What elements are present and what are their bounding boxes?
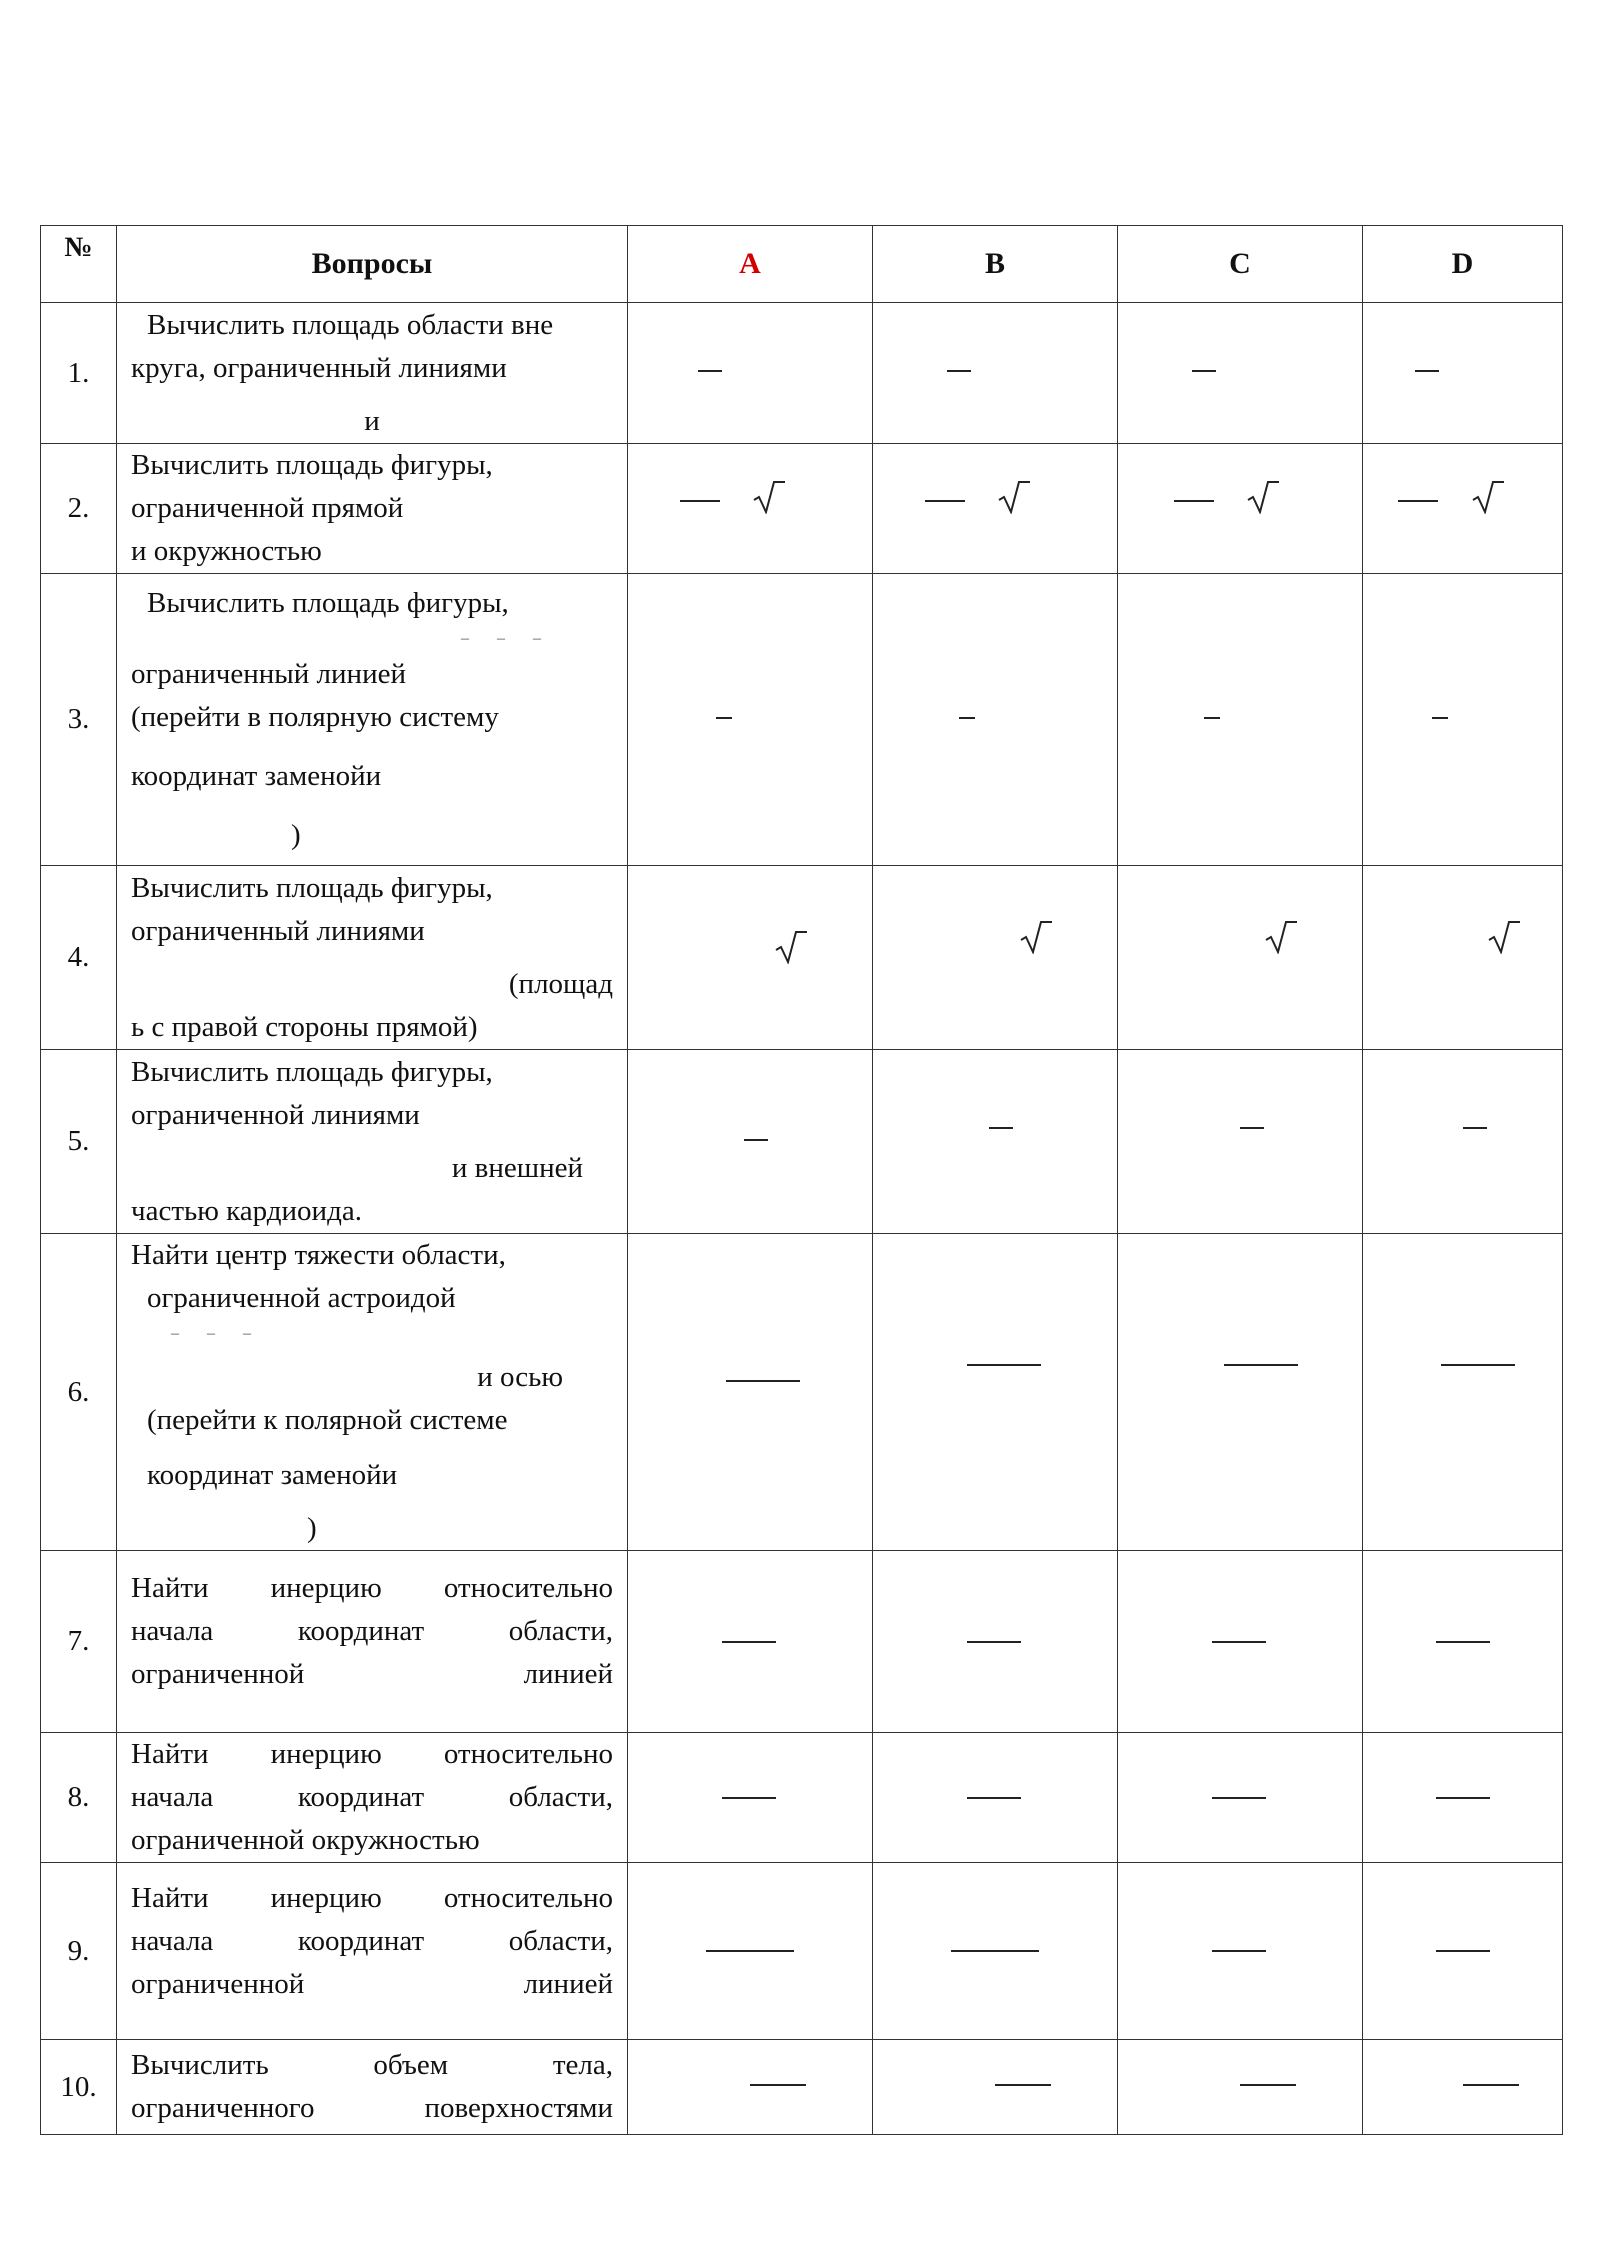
fraction-bar — [1192, 370, 1216, 372]
row-number: 6. — [41, 1234, 117, 1551]
row-number: 5. — [41, 1050, 117, 1234]
table-row — [41, 2040, 1563, 2135]
answer-b — [873, 1234, 1118, 1551]
row-number: 1. — [41, 303, 117, 444]
answer-b — [873, 1733, 1118, 1863]
fraction-bar — [967, 1364, 1041, 1366]
header-number: № — [41, 226, 117, 303]
answer-c — [1118, 1050, 1363, 1234]
header-row — [41, 226, 1563, 303]
answer-a — [628, 444, 873, 574]
fraction-bar — [1436, 1641, 1490, 1643]
table-row — [41, 1733, 1563, 1863]
answer-a — [628, 574, 873, 866]
header-option-a: A — [628, 226, 873, 303]
fraction-bar — [1436, 1950, 1490, 1952]
header-option-d: D — [1363, 226, 1563, 303]
row-number: 3. — [41, 574, 117, 866]
fraction-bar — [1463, 1127, 1487, 1129]
question-cell: Вычислить площадь фигуры, ограниченный линиями (площад ь с правой стороны прямой) — [117, 866, 628, 1050]
sqrt-icon — [997, 480, 1031, 514]
answer-b — [873, 303, 1118, 444]
sqrt-icon — [752, 480, 786, 514]
answer-b — [873, 1551, 1118, 1733]
answer-a — [628, 1234, 873, 1551]
question-cell: Вычислить площадь фигуры, – – – ограниченный линией (перейти в полярную систему координат заменойи ) — [117, 574, 628, 866]
question-cell: Найти инерцию относительно начала координат области, ограниченной линией — [117, 1551, 628, 1733]
question-cell: Найти инерцию относительно начала координат области, ограниченной линией — [117, 1863, 628, 2040]
answer-c — [1118, 303, 1363, 444]
table-row — [41, 1050, 1563, 1234]
answer-a — [628, 1050, 873, 1234]
table-row — [41, 866, 1563, 1050]
fraction-bar — [716, 717, 732, 719]
fraction-bar — [989, 1127, 1013, 1129]
fraction-bar — [1398, 500, 1438, 502]
answer-c — [1118, 1863, 1363, 2040]
question-cell: Вычислить площадь фигуры, ограниченной линиями и внешней частью кардиоида. — [117, 1050, 628, 1234]
questions-table — [40, 225, 1563, 2135]
fraction-bar — [1436, 1797, 1490, 1799]
fraction-bar — [722, 1797, 776, 1799]
answer-d — [1363, 866, 1563, 1050]
fraction-bar — [925, 500, 965, 502]
question-cell: Вычислить площадь области вне круга, ограниченный линиями и — [117, 303, 628, 444]
fraction-bar — [959, 717, 975, 719]
answer-d — [1363, 1733, 1563, 1863]
answer-a — [628, 2040, 873, 2135]
question-cell: Вычислить площадь фигуры, ограниченной прямой и окружностью — [117, 444, 628, 574]
sqrt-icon — [1246, 480, 1280, 514]
fraction-bar — [1174, 500, 1214, 502]
answer-b — [873, 1050, 1118, 1234]
fraction-bar — [744, 1139, 768, 1141]
answer-a — [628, 1551, 873, 1733]
answer-c — [1118, 444, 1363, 574]
answer-c — [1118, 574, 1363, 866]
question-cell: Найти инерцию относительно начала координат области, ограниченной окружностью — [117, 1733, 628, 1863]
fraction-bar — [726, 1380, 800, 1382]
fraction-bar — [995, 2084, 1051, 2086]
answer-d — [1363, 444, 1563, 574]
fraction-bar — [967, 1797, 1021, 1799]
fraction-bar — [1212, 1797, 1266, 1799]
fraction-bar — [750, 2084, 806, 2086]
fraction-bar — [722, 1641, 776, 1643]
answer-b — [873, 574, 1118, 866]
fraction-bar — [951, 1950, 1039, 1952]
fraction-bar — [1441, 1364, 1515, 1366]
fraction-bar — [1432, 717, 1448, 719]
answer-c — [1118, 1234, 1363, 1551]
sqrt-icon — [1487, 920, 1521, 954]
fraction-bar — [680, 500, 720, 502]
fraction-bar — [1415, 370, 1439, 372]
table-row — [41, 1863, 1563, 2040]
fraction-bar — [1224, 1364, 1298, 1366]
fraction-bar — [1204, 717, 1220, 719]
answer-d — [1363, 1551, 1563, 1733]
answer-c — [1118, 1733, 1363, 1863]
header-option-b: B — [873, 226, 1118, 303]
answer-b — [873, 1863, 1118, 2040]
row-number: 8. — [41, 1733, 117, 1863]
answer-c — [1118, 1551, 1363, 1733]
answer-c — [1118, 2040, 1363, 2135]
answer-d — [1363, 2040, 1563, 2135]
table-row — [41, 444, 1563, 574]
answer-a — [628, 303, 873, 444]
row-number: 4. — [41, 866, 117, 1050]
header-option-c: C — [1118, 226, 1363, 303]
fraction-bar — [947, 370, 971, 372]
answer-d — [1363, 1863, 1563, 2040]
table-row — [41, 303, 1563, 444]
question-sheet — [40, 225, 1562, 2135]
row-number: 2. — [41, 444, 117, 574]
fraction-bar — [1212, 1950, 1266, 1952]
sqrt-icon — [774, 930, 808, 964]
table-row — [41, 1551, 1563, 1733]
sqrt-icon — [1019, 920, 1053, 954]
header-questions: Вопросы — [117, 226, 628, 303]
fraction-bar — [706, 1950, 794, 1952]
fraction-bar — [1240, 1127, 1264, 1129]
answer-d — [1363, 303, 1563, 444]
question-cell: Вычислить объем тела, ограниченного поверхностями — [117, 2040, 628, 2135]
answer-a — [628, 866, 873, 1050]
answer-b — [873, 444, 1118, 574]
row-number: 9. — [41, 1863, 117, 2040]
fraction-bar — [1212, 1641, 1266, 1643]
answer-b — [873, 866, 1118, 1050]
fraction-bar — [1463, 2084, 1519, 2086]
question-cell: Найти центр тяжести области, ограниченной астроидой – – – и осью (перейти к полярной системе координат заменойи ) — [117, 1234, 628, 1551]
table-row — [41, 1234, 1563, 1551]
answer-a — [628, 1733, 873, 1863]
fraction-bar — [1240, 2084, 1296, 2086]
sqrt-icon — [1264, 920, 1298, 954]
table-row — [41, 574, 1563, 866]
answer-a — [628, 1863, 873, 2040]
row-number: 7. — [41, 1551, 117, 1733]
answer-b — [873, 2040, 1118, 2135]
answer-d — [1363, 1050, 1563, 1234]
fraction-bar — [698, 370, 722, 372]
row-number: 10. — [41, 2040, 117, 2135]
fraction-bar — [967, 1641, 1021, 1643]
answer-d — [1363, 574, 1563, 866]
answer-d — [1363, 1234, 1563, 1551]
sqrt-icon — [1471, 480, 1505, 514]
answer-c — [1118, 866, 1363, 1050]
